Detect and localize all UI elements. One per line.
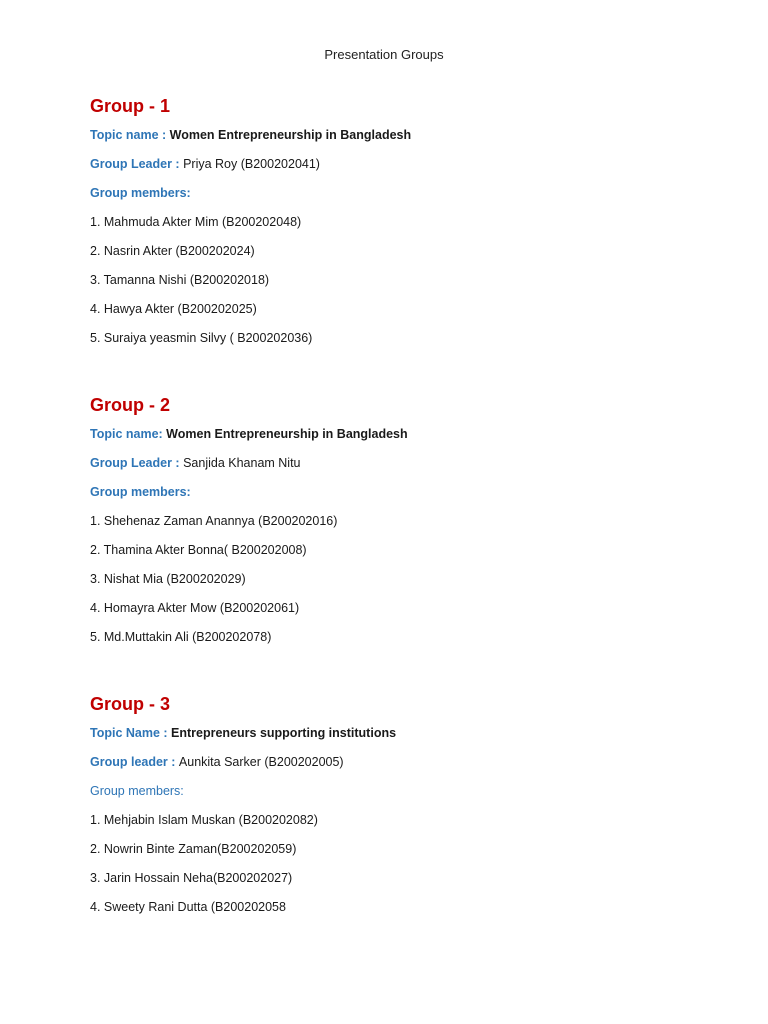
group-title: Group - 1 <box>90 96 170 116</box>
group-title: Group - 2 <box>90 395 170 415</box>
leader-label: Group Leader : <box>90 456 184 470</box>
group-section-1 <box>90 94 710 347</box>
list-item: 2. Nowrin Binte Zaman(B200202059) <box>90 842 297 856</box>
list-item: 2. Nasrin Akter (B200202024) <box>90 244 255 258</box>
leader-line <box>90 156 710 173</box>
group-section-2 <box>90 393 710 646</box>
list-item: 3. Jarin Hossain Neha(B200202027) <box>90 871 293 885</box>
topic-line <box>90 127 710 144</box>
leader-value: Sanjida Khanam Nitu <box>183 456 301 470</box>
list-item: 1. Shehenaz Zaman Anannya (B200202016) <box>90 514 338 528</box>
topic-line <box>90 725 710 742</box>
topic-line <box>90 426 710 443</box>
list-item: 5. Suraiya yeasmin Silvy ( B200202036) <box>90 331 313 345</box>
leader-line <box>90 455 710 472</box>
members-heading <box>90 484 710 501</box>
members-label: Group members: <box>90 186 191 200</box>
members-label: Group members: <box>90 485 191 499</box>
members-list <box>90 214 710 347</box>
page-title: Presentation Groups <box>324 47 444 62</box>
list-item: 3. Nishat Mia (B200202029) <box>90 572 246 586</box>
leader-line <box>90 754 710 771</box>
members-heading <box>90 783 710 800</box>
list-item: 1. Mahmuda Akter Mim (B200202048) <box>90 215 302 229</box>
list-item: 4. Homayra Akter Mow (B200202061) <box>90 601 300 615</box>
topic-label: Topic Name : <box>90 726 172 740</box>
leader-label: Group Leader : <box>90 157 184 171</box>
group-section-3 <box>90 692 710 916</box>
list-item: 2. Thamina Akter Bonna( B200202008) <box>90 543 307 557</box>
list-item: 4. Hawya Akter (B200202025) <box>90 302 257 316</box>
topic-value: Women Entrepreneurship in Bangladesh <box>166 427 408 441</box>
topic-value: Entrepreneurs supporting institutions <box>171 726 397 740</box>
topic-label: Topic name : <box>90 128 170 142</box>
members-label: Group members: <box>90 784 184 798</box>
leader-value: Aunkita Sarker (B200202005) <box>178 755 344 769</box>
list-item: 1. Mehjabin Islam Muskan (B200202082) <box>90 813 318 827</box>
list-item: 5. Md.Muttakin Ali (B200202078) <box>90 630 272 644</box>
group-title: Group - 3 <box>90 694 170 714</box>
list-item: 3. Tamanna Nishi (B200202018) <box>90 273 270 287</box>
members-list <box>90 513 710 646</box>
members-heading <box>90 185 710 202</box>
leader-value: Priya Roy (B200202041) <box>183 157 320 171</box>
list-item: 4. Sweety Rani Dutta (B200202058 <box>90 900 286 914</box>
members-list <box>90 812 710 916</box>
leader-label: Group leader : <box>90 755 179 769</box>
topic-label: Topic name: <box>90 427 167 441</box>
topic-value: Women Entrepreneurship in Bangladesh <box>169 128 412 142</box>
